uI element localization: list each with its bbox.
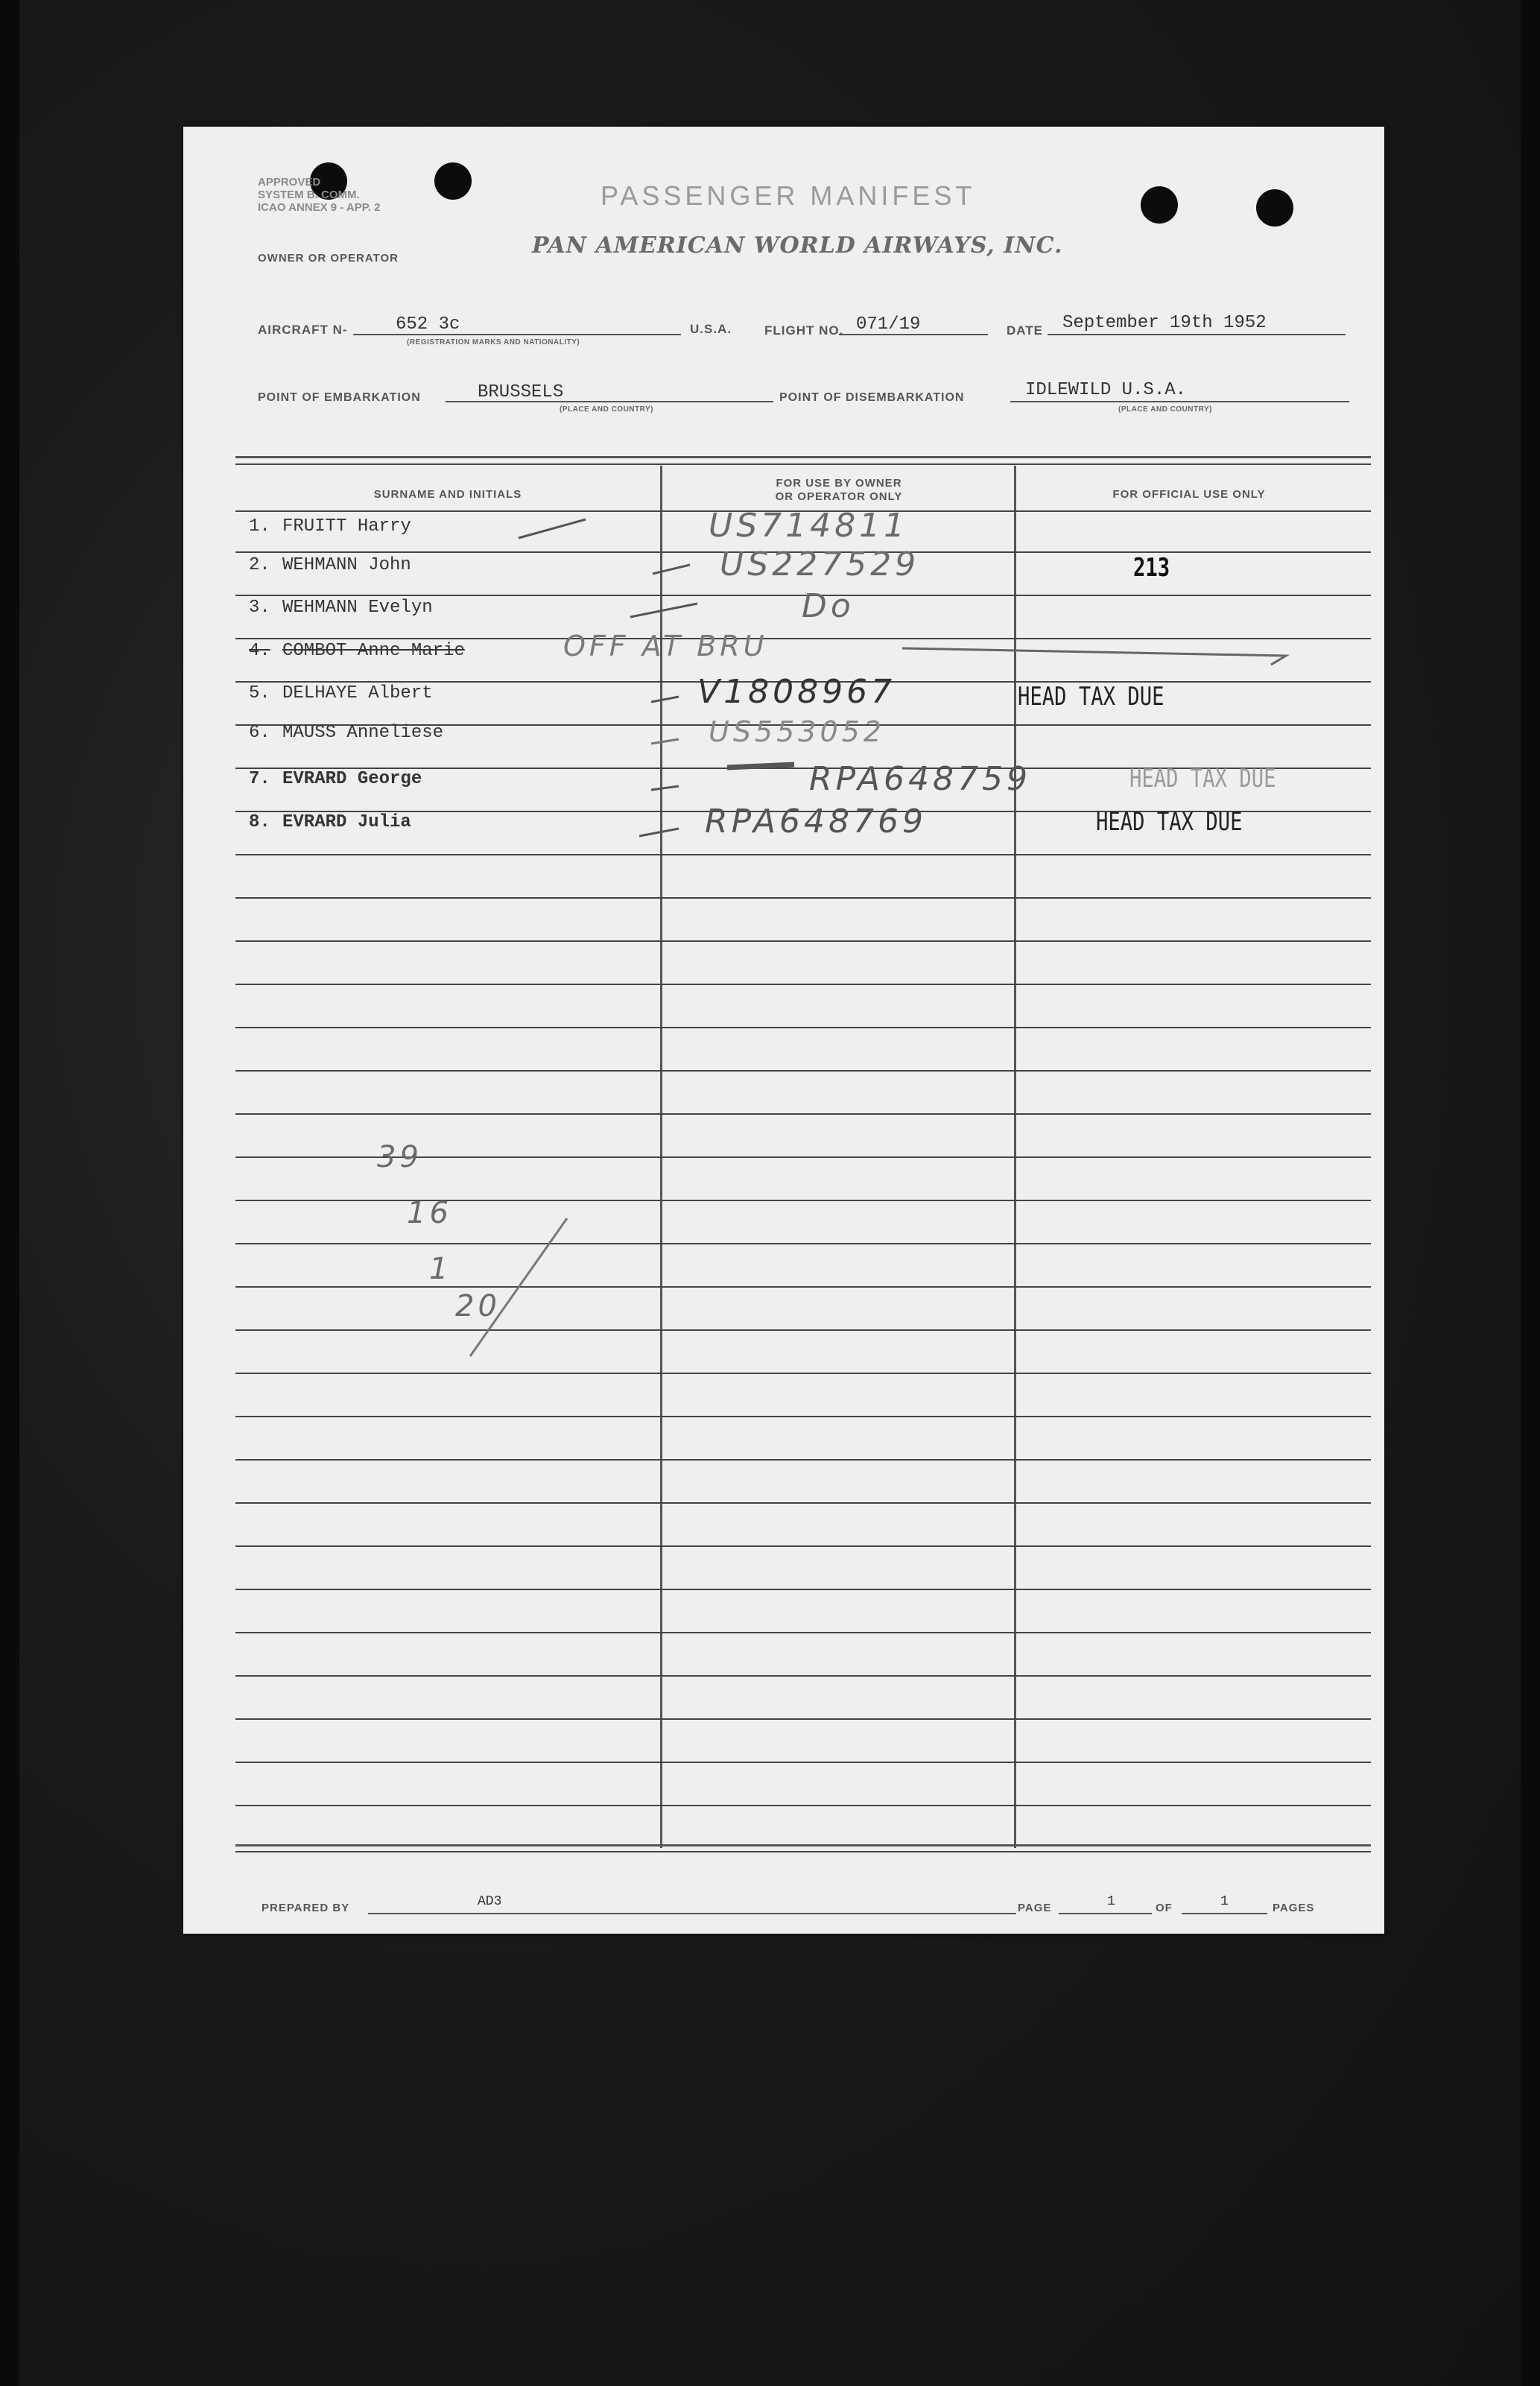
- aircraft-label: AIRCRAFT N-: [258, 323, 348, 337]
- passenger-name: WEHMANN John: [282, 555, 411, 575]
- passenger-name: EVRARD Julia: [282, 812, 411, 832]
- company-name: PAN AMERICAN WORLD AIRWAYS, INC.: [532, 232, 1063, 259]
- col-header-operator: OR OPERATOR ONLY: [775, 490, 903, 503]
- approval-line: SYSTEM B. COMM.: [258, 189, 360, 201]
- official-number: 213: [1133, 553, 1170, 583]
- col-header-official: FOR OFFICIAL USE ONLY: [1112, 488, 1266, 501]
- table-bottom-rule: [235, 1844, 1371, 1847]
- operator-note: US227529: [720, 545, 920, 583]
- passenger-name: COMBOT Anne Marie: [282, 641, 465, 661]
- owner-label: OWNER OR OPERATOR: [258, 252, 399, 265]
- row-number: 8.: [249, 812, 270, 832]
- disembark-label: POINT OF DISEMBARKATION: [779, 391, 965, 404]
- row-number: 2.: [249, 555, 270, 575]
- pen-marks: [183, 127, 1384, 872]
- margin-note: 16: [407, 1196, 452, 1230]
- approval-line: ICAO ANNEX 9 - APP. 2: [258, 201, 381, 214]
- operator-note: RPA648769: [705, 803, 927, 841]
- margin-note: 39: [377, 1140, 422, 1174]
- of-label: OF: [1156, 1902, 1173, 1914]
- row-number: 7.: [249, 769, 270, 789]
- date-label: DATE: [1007, 323, 1044, 338]
- operator-note: V1808967: [697, 673, 896, 711]
- form-title: PASSENGER MANIFEST: [601, 180, 976, 211]
- embark-sub: (PLACE AND COUNTRY): [560, 405, 653, 414]
- row-number: 3.: [249, 598, 270, 618]
- passenger-name: FRUITT Harry: [282, 516, 411, 537]
- operator-note: US714811: [709, 507, 909, 545]
- film-edge-left: [0, 0, 19, 2386]
- col-header-surname: SURNAME AND INITIALS: [373, 488, 522, 501]
- disembark-value: IDLEWILD U.S.A.: [1025, 380, 1187, 400]
- page-label: PAGE: [1018, 1902, 1052, 1914]
- disembark-sub: (PLACE AND COUNTRY): [1118, 405, 1212, 414]
- passenger-name: WEHMANN Evelyn: [282, 598, 433, 618]
- official-stamp: HEAD TAX DUE: [1129, 764, 1276, 794]
- aircraft-sub: (REGISTRATION MARKS AND NATIONALITY): [407, 338, 580, 346]
- prepared-label: PREPARED BY: [262, 1902, 350, 1914]
- operator-note: Do: [802, 587, 855, 625]
- passenger-name: MAUSS Anneliese: [282, 723, 444, 743]
- flight-no-label: FLIGHT NO.: [764, 323, 844, 338]
- operator-note: US553052: [709, 715, 885, 748]
- flight-no-value: 071/19: [856, 314, 921, 335]
- manifest-sheet: [183, 127, 1384, 1934]
- of-underline: [1182, 1913, 1267, 1914]
- embark-value: BRUSSELS: [478, 382, 564, 402]
- table-bottom-rule: [235, 1851, 1371, 1852]
- date-value: September 19th 1952: [1062, 313, 1267, 333]
- embark-label: POINT OF EMBARKATION: [258, 391, 421, 404]
- operator-note: RPA648759: [809, 760, 1031, 798]
- row-number: 5.: [249, 683, 270, 703]
- prepared-underline: [368, 1913, 1016, 1914]
- prepared-value: AD3: [478, 1894, 502, 1909]
- row-number: 1.: [249, 516, 270, 537]
- col-header-operator: FOR USE BY OWNER: [776, 477, 902, 490]
- country-label: U.S.A.: [690, 322, 732, 336]
- aircraft-value: 652 3c: [396, 314, 460, 335]
- margin-tally-stroke: [466, 1215, 615, 1364]
- official-stamp: HEAD TAX DUE: [1018, 682, 1164, 712]
- official-stamp: HEAD TAX DUE: [1096, 807, 1243, 837]
- of-value: 1: [1220, 1894, 1229, 1909]
- passenger-name: DELHAYE Albert: [282, 683, 433, 703]
- pages-label: PAGES: [1273, 1902, 1315, 1914]
- passenger-name: EVRARD George: [282, 769, 422, 789]
- row-number: 4.: [249, 641, 270, 661]
- film-edge-right: [1521, 0, 1540, 2386]
- page-underline: [1059, 1913, 1152, 1914]
- approval-line: APPROVED: [258, 176, 321, 189]
- page-value: 1: [1107, 1894, 1115, 1909]
- margin-note: 20: [455, 1289, 501, 1323]
- margin-note: 1: [429, 1252, 452, 1286]
- operator-note: OFF AT BRU: [563, 630, 768, 662]
- row-number: 6.: [249, 723, 270, 743]
